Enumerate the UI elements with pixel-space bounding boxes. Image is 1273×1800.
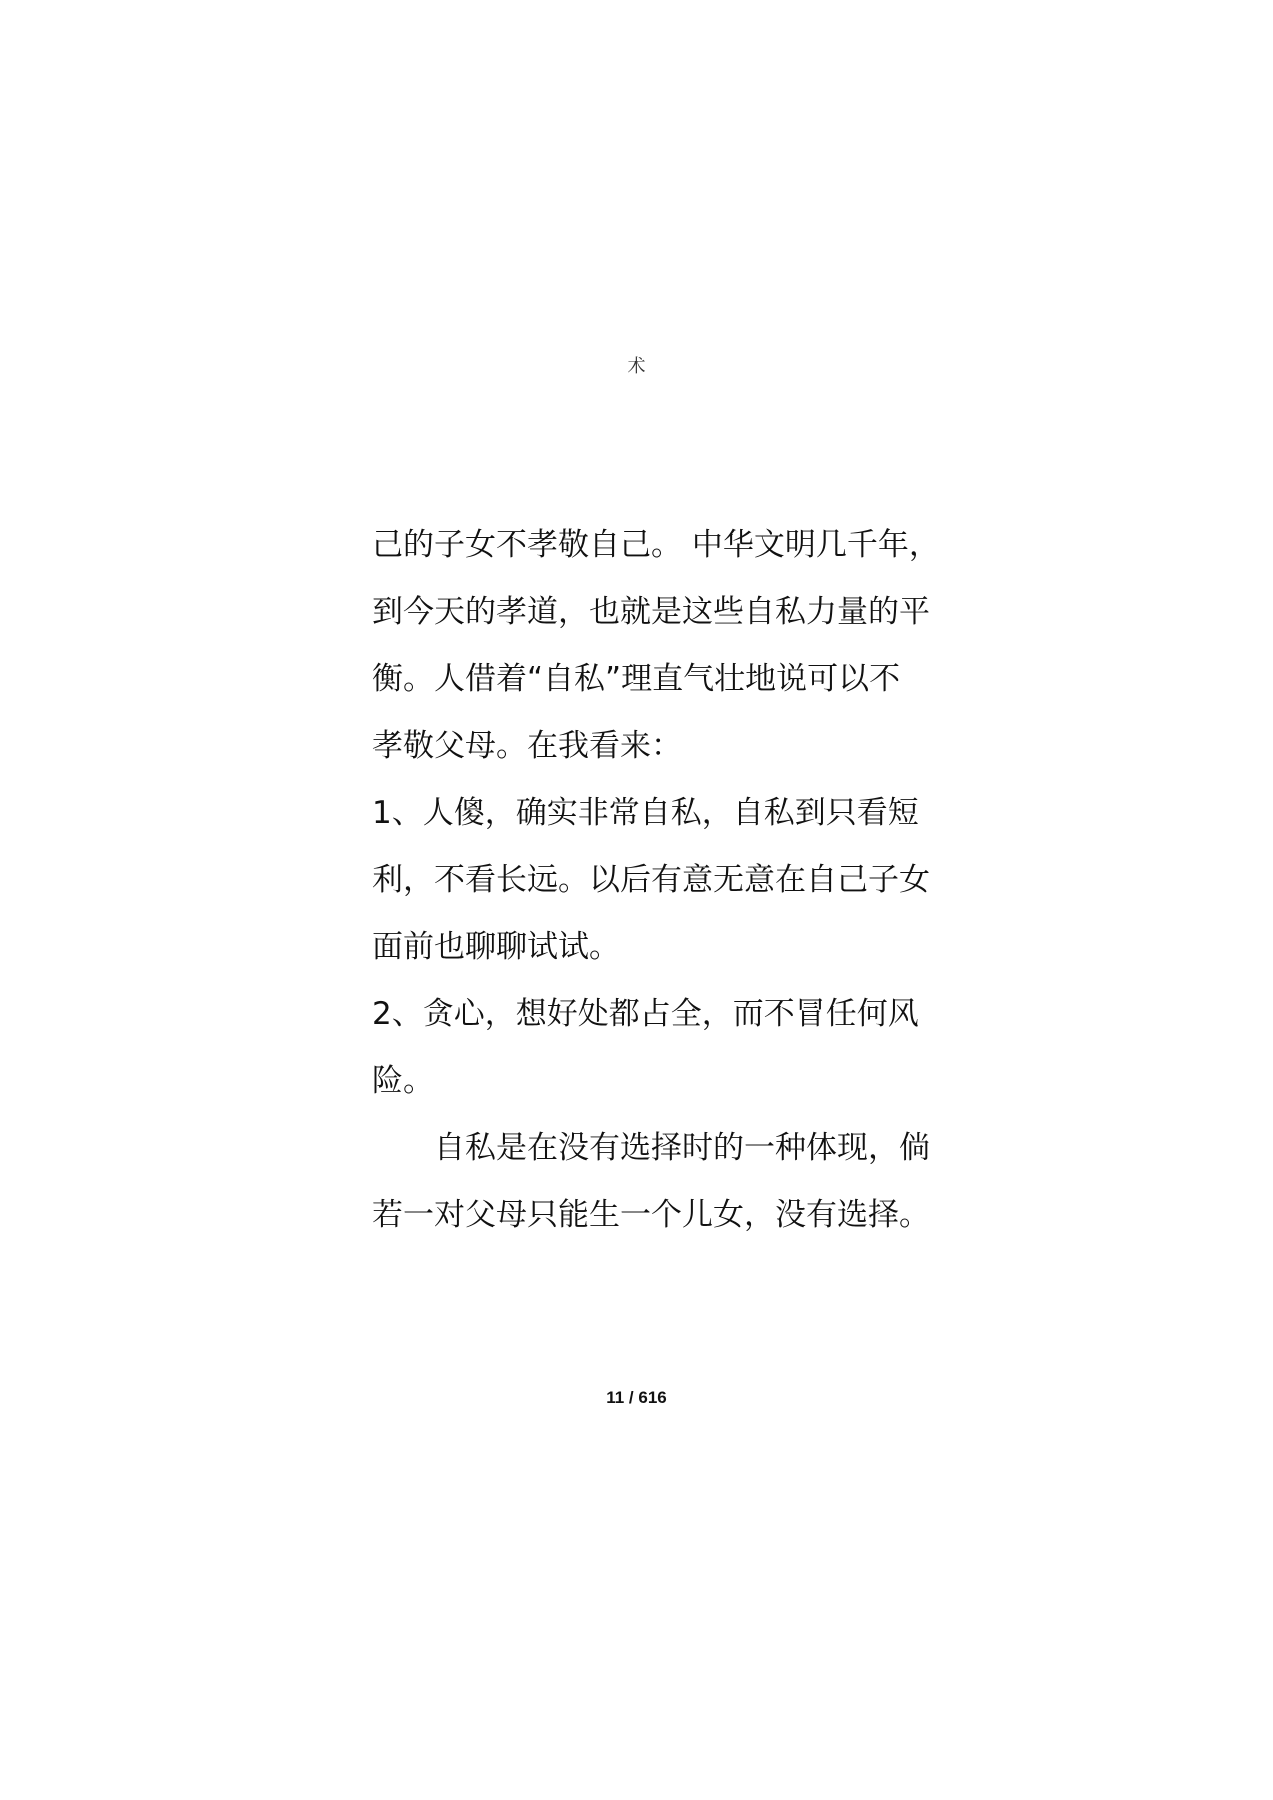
text-line: 若一对父母只能生一个儿女，没有选择。	[372, 1197, 930, 1233]
paragraph-start-line: 自私是在没有选择时的一种体现，倘	[434, 1130, 930, 1166]
text-line: 衡。人借着“自私”理直气壮地说可以不	[372, 661, 901, 697]
header-mark: 术	[627, 356, 646, 377]
body-text	[372, 512, 940, 1249]
text-line: 面前也聊聊试试。	[372, 929, 620, 965]
text-line: 险。	[372, 1063, 434, 1099]
list-item-1-line: 1、人傻，确实非常自私，自私到只看短	[372, 795, 919, 831]
page-number: 11 / 616	[606, 1388, 667, 1407]
text-line: 利，不看长远。以后有意无意在自己子女	[372, 862, 930, 898]
list-item-2-line: 2、贪心，想好处都占全，而不冒任何风	[372, 996, 919, 1032]
text-line: 孝敬父母。在我看来：	[372, 728, 682, 764]
text-line: 己的子女不孝敬自己。 中华文明几千年，	[372, 527, 940, 563]
text-line: 到今天的孝道，也就是这些自私力量的平	[372, 594, 930, 630]
